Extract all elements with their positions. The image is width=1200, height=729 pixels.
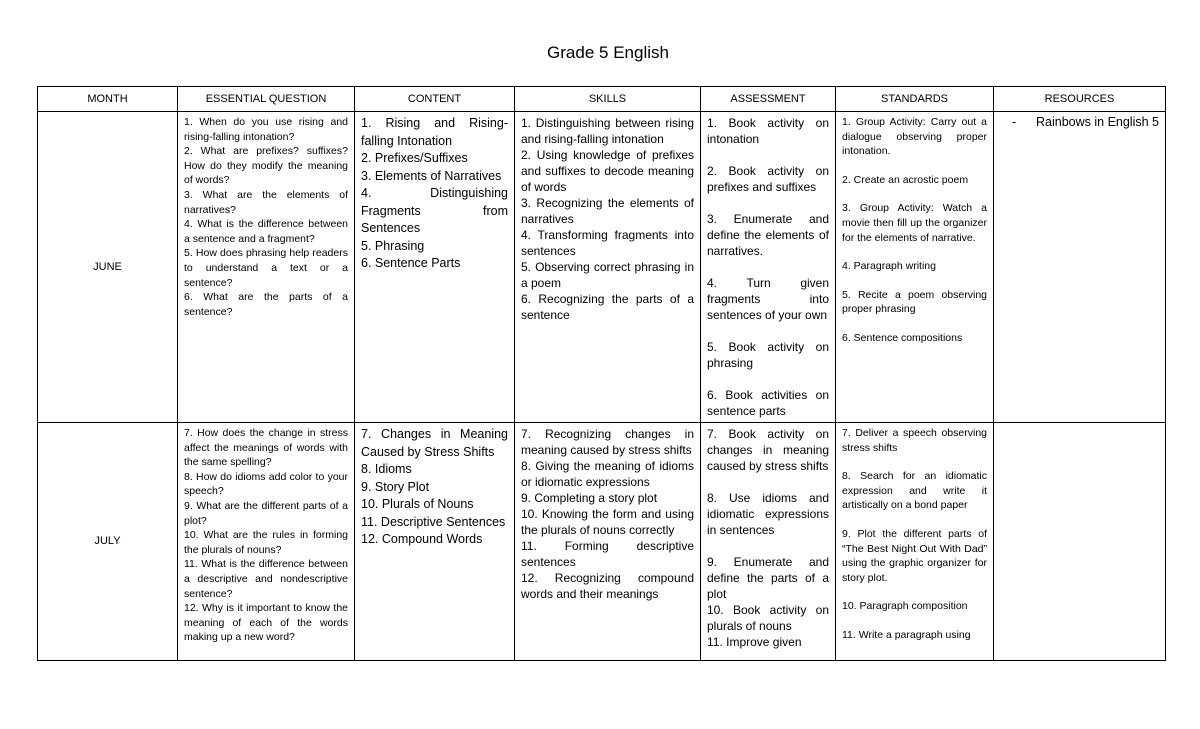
header-assessment: ASSESSMENT	[701, 87, 836, 112]
question-item: 8. How do idioms add color to your speech?	[184, 470, 348, 498]
skill-item: 10. Knowing the form and using the plurals of nouns correctly	[521, 507, 694, 537]
content-cell	[355, 423, 515, 661]
question-item: 4. What is the difference between a sentence and a fragment?	[184, 218, 348, 245]
assessment-cell	[701, 423, 836, 661]
standard-item: 5. Recite a poem observing proper phrasing	[842, 288, 987, 316]
assessment-item: 7. Book activity on changes in meaning caused by stress shifts	[707, 427, 829, 473]
content-cell	[355, 112, 515, 423]
skill-item: 8. Giving the meaning of idioms or idiomatic expressions	[521, 459, 694, 489]
skill-item: 6. Recognizing the parts of a sentence	[521, 292, 694, 322]
content-item: 4. Distinguishing Fragments from Sentences	[361, 186, 508, 235]
skills-cell	[515, 112, 701, 423]
question-item: 1. When do you use rising and rising-falling intonation?	[184, 116, 348, 143]
assessment-item: 2. Book activity on prefixes and suffixes	[707, 164, 829, 194]
header-resources: RESOURCES	[994, 87, 1166, 112]
standard-item: 6. Sentence compositions	[842, 331, 963, 344]
table-row-july	[38, 423, 1166, 661]
standard-item: 7. Deliver a speech observing stress shifts	[842, 427, 987, 454]
content-item: 8. Idioms	[361, 462, 412, 476]
header-skills: SKILLS	[515, 87, 701, 112]
standard-item: 8. Search for an idiomatic expression and write it artistically on a bond paper	[842, 470, 987, 512]
assessment-item: 1. Book activity on intonation	[707, 116, 829, 146]
content-item: 2. Prefixes/Suffixes	[361, 151, 468, 165]
standard-item: 3. Group Activity: Watch a movie then fill up the organizer for the elements of narrative.	[842, 202, 987, 244]
content-item: 1. Rising and Rising-falling Intonation	[361, 116, 508, 148]
curriculum-table	[37, 86, 1166, 661]
skill-item: 7. Recognizing changes in meaning caused by stress shifts	[521, 427, 694, 457]
month-cell: JUNE	[38, 112, 178, 423]
content-item: 7. Changes in Meaning Caused by Stress Shifts	[361, 427, 508, 459]
standards-cell	[836, 423, 994, 661]
skill-item: 2. Using knowledge of prefixes and suffixes to decode meaning of words	[521, 148, 694, 194]
content-item: 9. Story Plot	[361, 479, 430, 494]
standard-item: 9. Plot the different parts of “The Best Night Out With Dad” using the graphic organizer for story plot.	[842, 527, 987, 584]
resources-cell	[994, 112, 1166, 423]
assessment-item: 9. Enumerate and define the parts of a plot	[707, 555, 829, 601]
content-item: 3. Elements of Narratives	[361, 168, 502, 183]
header-standards: STANDARDS	[836, 87, 994, 112]
assessment-item: 6. Book activities on sentence parts	[707, 388, 829, 418]
resource-item: Rainbows in English 5	[1036, 115, 1159, 129]
header-essential-question: ESSENTIAL QUESTION	[178, 87, 355, 112]
content-item: 5. Phrasing	[361, 238, 425, 253]
skill-item: 4. Transforming fragments into sentences	[521, 228, 694, 258]
content-item: 11. Descriptive Sentences	[361, 514, 506, 529]
question-item: 10. What are the rules in forming the plurals of nouns?	[184, 529, 348, 556]
skill-item: 1. Distinguishing between rising and rising-falling intonation	[521, 116, 694, 146]
page-title: Grade 5 English	[547, 43, 669, 62]
assessment-item: 8. Use idioms and idiomatic expressions in sentences	[707, 491, 829, 537]
question-item: 3. What are the elements of narratives?	[184, 188, 348, 216]
header-content: CONTENT	[355, 87, 515, 112]
assessment-item: 3. Enumerate and define the elements of narratives.	[707, 212, 829, 258]
skill-item: 12. Recognizing compound words and their meanings	[521, 571, 694, 601]
question-item: 12. Why is it important to know the meaning of each of the words making up a new word?	[184, 602, 348, 644]
skills-cell	[515, 423, 701, 661]
question-item: 5. How does phrasing help readers to understand a text or a sentence?	[184, 247, 348, 289]
content-item: 6. Sentence Parts	[361, 256, 461, 270]
assessment-item: 4. Turn given fragments into sentences of your own	[707, 276, 829, 322]
assessment-item: 11. Improve given	[707, 635, 802, 649]
question-item: 7. How does the change in stress affect the meanings of words with the same spelling?	[184, 427, 348, 469]
assessment-item: 5. Book activity on phrasing	[707, 340, 829, 370]
assessment-item: 10. Book activity on plurals of nouns	[707, 603, 829, 633]
question-item: 6. What are the parts of a sentence?	[184, 291, 348, 318]
question-item: 2. What are prefixes? suffixes? How do they modify the meaning of words?	[184, 145, 348, 187]
standard-item: 4. Paragraph writing	[842, 260, 936, 273]
question-item: 9. What are the different parts of a plot?	[184, 499, 348, 527]
month-cell: JULY	[38, 423, 178, 661]
standard-item: 11. Write a paragraph using	[842, 628, 971, 641]
header-month: MONTH	[38, 87, 178, 112]
standard-item: 2. Create an acrostic poem	[842, 173, 969, 186]
skill-item: 5. Observing correct phrasing in a poem	[521, 260, 694, 290]
questions-cell	[178, 112, 355, 423]
table-row-june	[38, 112, 1166, 423]
content-item: 12. Compound Words	[361, 532, 483, 546]
resource-bullet: -	[1012, 115, 1017, 129]
header-row	[38, 87, 1166, 112]
standard-item: 10. Paragraph composition	[842, 600, 968, 613]
question-item: 11. What is the difference between a descriptive and nondescriptive sentence?	[184, 558, 348, 600]
skill-item: 3. Recognizing the elements of narratives	[521, 196, 694, 226]
skill-item: 11. Forming descriptive sentences	[521, 539, 694, 569]
skill-item: 9. Completing a story plot	[521, 491, 658, 505]
content-item: 10. Plurals of Nouns	[361, 497, 474, 511]
questions-cell	[178, 423, 355, 661]
assessment-cell	[701, 112, 836, 423]
resources-cell	[994, 423, 1166, 661]
standards-cell	[836, 112, 994, 423]
standard-item: 1. Group Activity: Carry out a dialogue observing proper intonation.	[842, 116, 987, 158]
